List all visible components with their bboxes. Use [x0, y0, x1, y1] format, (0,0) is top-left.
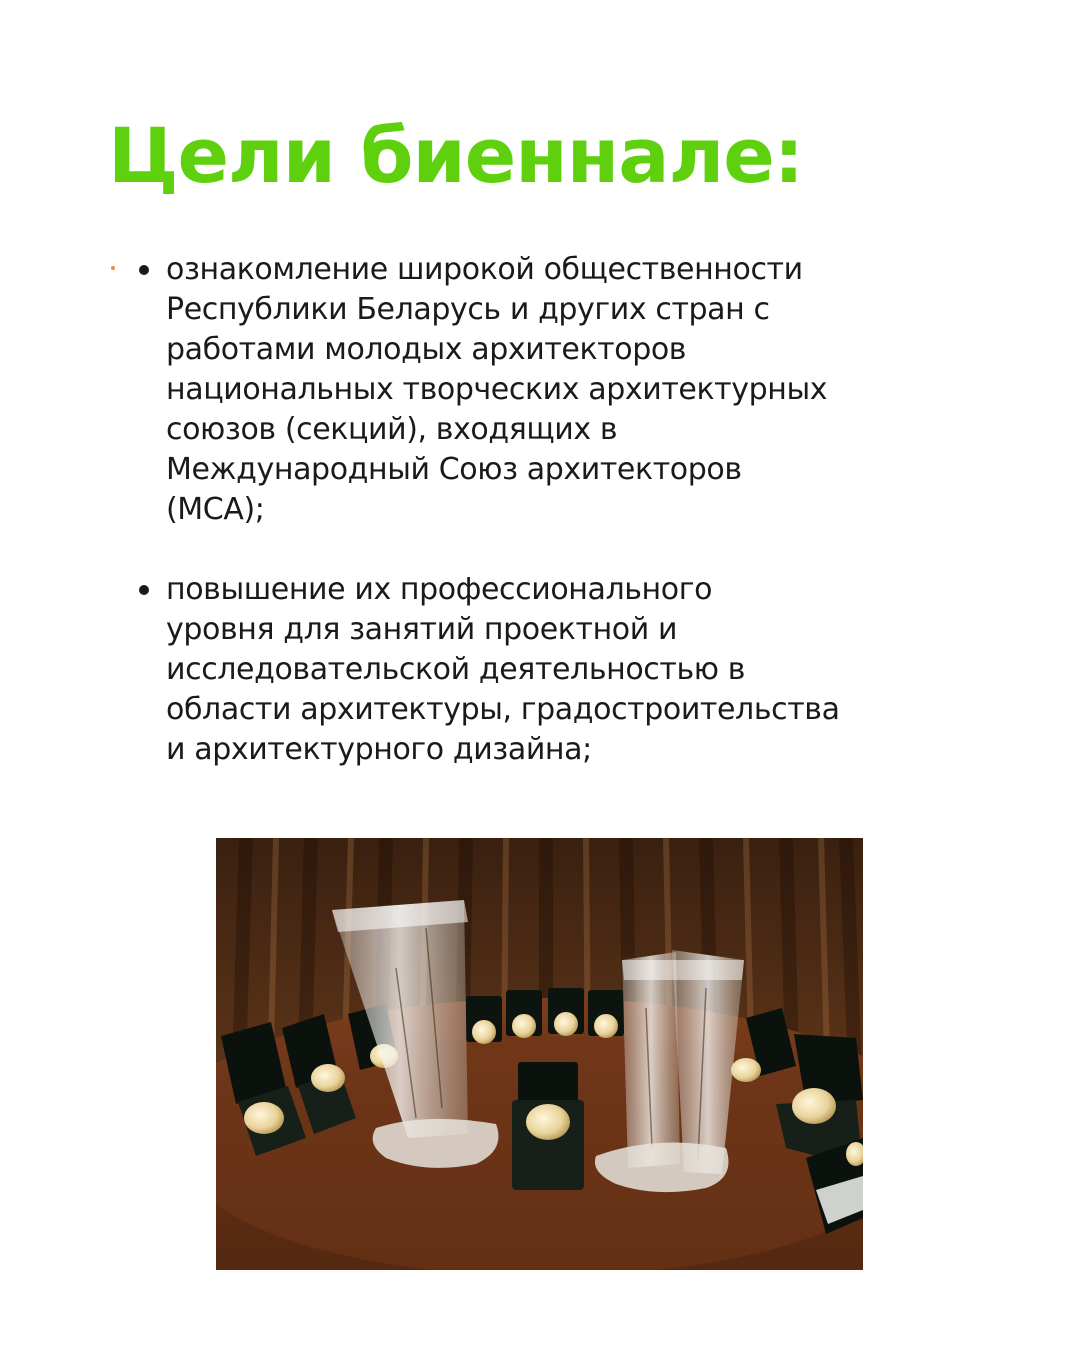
goal-text: ознакомление широкой общественности Республики Беларусь и других стран с работами молодых архитекторов национальных творческих архитектурных союзов (секций), входящих в Международный Союз архитекторов (МСА);	[166, 252, 828, 527]
goals-list	[136, 250, 936, 810]
awards-photo	[216, 838, 863, 1270]
page-title: Цели биеннале:	[108, 111, 804, 200]
goal-item	[136, 250, 936, 530]
decorative-dot	[111, 266, 115, 270]
bullet-icon	[139, 585, 149, 595]
goal-text: повышение их профессионального уровня для занятий проектной и исследовательской деятельностью в области архитектуры, градостроительства и архитектурного дизайна;	[166, 572, 840, 767]
goal-item	[136, 570, 936, 770]
bullet-icon	[139, 265, 149, 275]
